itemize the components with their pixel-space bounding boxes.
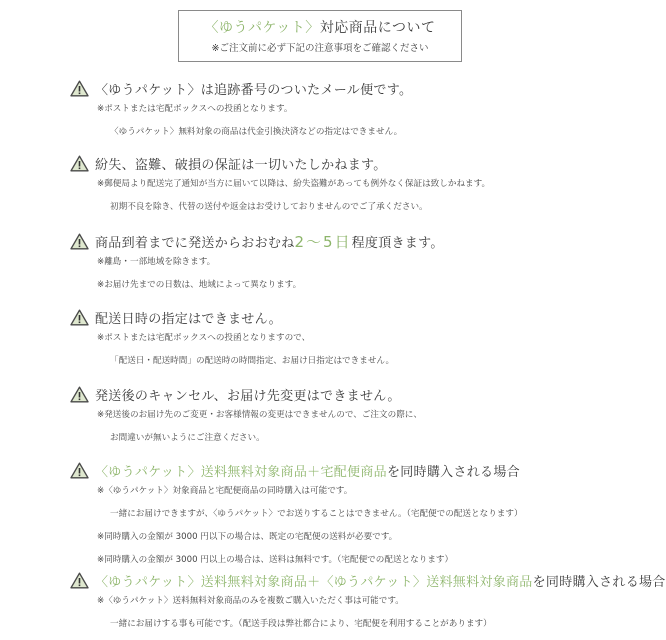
page-subtitle: ※ご注文前に必ず下記の注意事項をご確認ください <box>211 43 429 54</box>
notice-heading <box>70 153 630 173</box>
notice-heading <box>70 231 630 251</box>
title-brand: 〈ゆうパケット〉 <box>204 20 320 36</box>
title-text: 対応商品について <box>319 20 436 36</box>
warning-triangle-icon <box>70 309 89 326</box>
heading-text: を同時購入される場合 <box>532 574 666 590</box>
notice-note: ※〈ゆうパケット〉送料無料対象商品のみを複数ご購入いただく事は可能です。 <box>97 596 404 606</box>
heading-text: 程度頂きます。 <box>351 235 444 251</box>
heading-highlight: 2〜5日 <box>294 232 352 251</box>
notice-note: ※同時購入の金額が 3000 円以上の場合は、送料は無料です。（宅配便での配送となります） <box>97 555 454 565</box>
notice-heading <box>70 78 630 98</box>
notice-heading <box>70 460 630 480</box>
heading-text: 〈ゆうパケット〉は追跡番号のついたメール便です。 <box>95 82 413 98</box>
notice-note: ※同時購入の金額が 3000 円以下の場合は、既定の宅配便の送料が必要です。 <box>97 532 398 542</box>
notice-section <box>70 460 630 572</box>
heading-text: 配送日時の指定はできません。 <box>95 311 282 327</box>
notice-section <box>70 231 630 297</box>
notice-note: 一緒にお届けする事も可能です。（配送手段は弊社都合により、宅配便を利用することがあります） <box>110 619 492 629</box>
notice-note: ※郵便局より配送完了通知が当方に届いて以降は、紛失盗難があっても例外なく保証は致しかねます。 <box>97 179 491 189</box>
notice-section <box>70 153 630 219</box>
notice-section <box>70 78 630 144</box>
notice-note: ※ポストまたは宅配ボックスへの投函となりますので、 <box>97 333 311 343</box>
notice-heading <box>70 570 666 590</box>
page-title <box>179 17 461 37</box>
notice-note: 一緒にお届けできますが、〈ゆうパケット〉でお送りすることはできません。（宅配便での配送となります） <box>110 509 523 519</box>
warning-triangle-icon <box>70 80 89 97</box>
warning-triangle-icon <box>70 233 89 250</box>
warning-triangle-icon <box>70 462 89 479</box>
warning-triangle-icon <box>70 386 89 403</box>
notice-heading <box>70 384 630 404</box>
notice-note: ※離島・一部地域を除きます。 <box>97 257 216 267</box>
heading-text: を同時購入される場合 <box>386 464 520 480</box>
heading-text: 商品到着までに発送からおおむね <box>95 235 295 251</box>
notice-section <box>70 570 666 636</box>
warning-triangle-icon <box>70 572 89 589</box>
notice-section <box>70 384 630 450</box>
notice-note: ※〈ゆうパケット〉対象商品と宅配便商品の同時購入は可能です。 <box>97 486 353 496</box>
title-box <box>178 10 462 62</box>
notice-note: ※発送後のお届け先のご変更・お客様情報の変更はできませんので、ご注文の際に、 <box>97 410 422 420</box>
notice-heading <box>70 307 630 327</box>
notice-note: ※ポストまたは宅配ボックスへの投函となります。 <box>97 104 293 114</box>
heading-text: 紛失、盗難、破損の保証は一切いたしかねます。 <box>95 157 387 173</box>
notice-section <box>70 307 630 373</box>
heading-text: 発送後のキャンセル、お届け先変更はできません。 <box>95 388 401 404</box>
warning-triangle-icon <box>70 155 89 172</box>
heading-highlight: 〈ゆうパケット〉送料無料対象商品＋宅配便商品 <box>95 464 387 480</box>
notice-note: ※お届け先までの日数は、地域によって異なります。 <box>97 280 302 290</box>
notice-note: お間違いが無いようにご注意ください。 <box>110 433 265 443</box>
heading-highlight: 〈ゆうパケット〉送料無料対象商品＋〈ゆうパケット〉送料無料対象商品 <box>95 574 533 590</box>
notice-note: 「配送日・配送時間」の配送時の時間指定、お届け日指定はできません。 <box>110 356 395 366</box>
notice-note: 〈ゆうパケット〉無料対象の商品は代金引換決済などの指定はできません。 <box>110 127 403 137</box>
notice-note: 初期不良を除き、代替の送付や返金はお受けしておりませんのでご了承ください。 <box>110 202 428 212</box>
